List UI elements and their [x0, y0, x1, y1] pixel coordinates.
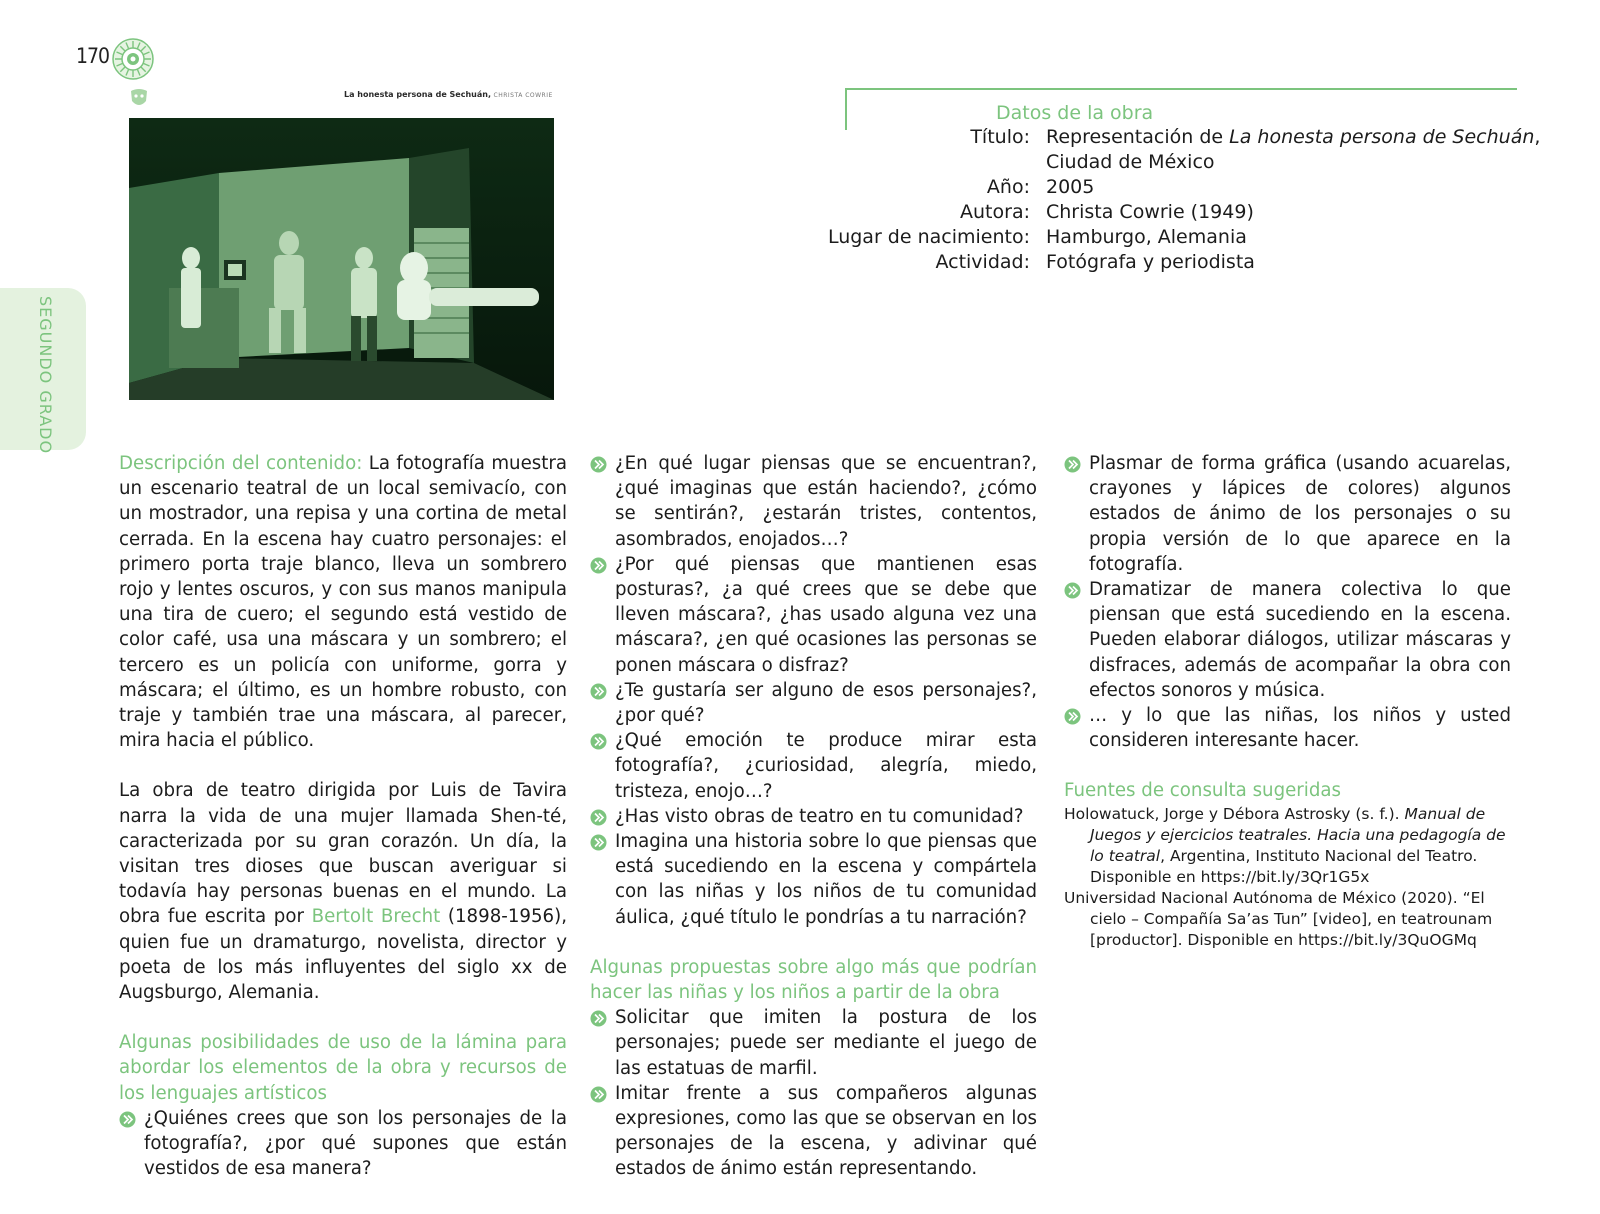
description-text: La fotografía muestra un escenario teatral de un local semivacío, con un mostrador, una repisa y una cortina de metal cerrada. En la escena hay cuatro personajes: el primero porta traje blanco, lleva un sombrero rojo y lentes oscuros, y con sus manos manipula una tira de cuero; el segundo está vestido de color café, usa una máscara y un sombrero; el tercero es un policía con uniforme, gorra y máscara; el último, es un hombre robusto, con traje y también trae una máscara, al parecer, mira hacia el público. [119, 453, 567, 752]
column-1 [119, 451, 567, 1181]
arrow-bullet-icon [1064, 455, 1081, 472]
side-tab-label: SEGUNDO GRADO [36, 296, 55, 455]
datos-frame [845, 88, 1517, 130]
datos-value-line2: Ciudad de México [1046, 151, 1215, 173]
list-item: Solicitar que imiten la postura de los personajes; puede ser mediante el juego de las estatuas de marfil. [590, 1005, 1037, 1081]
list-item: ¿En qué lugar piensas que se encuentran?, ¿qué imaginas que están haciendo?, ¿cómo se sentirán?, ¿estarán tristes, contentos, asombrados, enojados…? [590, 451, 1037, 552]
list-item: Dramatizar de manera colectiva lo que piensan que está sucediendo en la escena. Pueden elaborar diálogos, utilizar máscaras y disfraces, además de acompañar la obra con efectos sonoros y música. [1064, 577, 1511, 703]
list-item: Imagina una historia sobre lo que piensas que está sucediendo en la escena y compártela con las niñas y los niños de tu comunidad áulica, ¿qué título le pondrías a tu narración? [590, 829, 1037, 930]
page-number: 170 [76, 44, 110, 68]
description-paragraph [119, 451, 567, 753]
list-item: Plasmar de forma gráfica (usando acuarelas, crayones y lápices de colores) algunos estados de ánimo de los personajes o su propia versión de lo que aparece en la fotografía. [1064, 451, 1511, 577]
datos-value: Fotógrafa y periodista [1046, 251, 1255, 273]
list-item: ¿Por qué piensas que mantienen esas posturas?, ¿a qué crees que se debe que lleven máscara?, ¿has usado alguna vez una máscara?, ¿en qué ocasiones las personas se ponen máscara o disfraz? [590, 552, 1037, 678]
list-item: ¿Te gustaría ser alguno de esos personajes?, ¿por qué? [590, 678, 1037, 728]
play-text-b: (1898-1956), quien fue un dramaturgo, novelista, director y poeta de los más influyentes del siglo xx de Augsburgo, Alemania. [119, 906, 567, 1004]
mask-logo-icon [128, 87, 150, 109]
datos-value: 2005 [1046, 176, 1095, 198]
arrow-bullet-icon [590, 833, 607, 850]
datos-value: Hamburgo, Alemania [1046, 226, 1247, 248]
datos-label: Lugar de nacimiento: [827, 226, 1030, 248]
list-item: Imitar frente a sus compañeros algunas expresiones, como las que se observan en los personajes de la escena, y adivinar qué estados de ánimo están representando. [590, 1081, 1037, 1182]
play-paragraph [119, 778, 567, 1005]
reference-item: Universidad Nacional Autónoma de México (2020). “El cielo – Compañía Sa’as Tun” [video], en teatrounam [productor]. Disponible en https://bit.ly/3QuOGMq [1064, 888, 1493, 949]
datos-label: Año: [986, 176, 1030, 198]
list-item: ¿Qué emoción te produce mirar esta fotografía?, ¿curiosidad, alegría, miedo, tristeza, enojo…? [590, 728, 1037, 804]
arrow-bullet-icon [590, 455, 607, 472]
datos-value: Christa Cowrie (1949) [1046, 201, 1254, 223]
references [1064, 804, 1511, 951]
posibilidades-list [119, 1106, 567, 1182]
rosette-logo-icon [112, 38, 154, 80]
propuestas-list [590, 1005, 1037, 1181]
posibilidades-heading: Algunas posibilidades de uso de la lámina para abordar los elementos de la obra y recursos de los lenguajes artísticos [119, 1032, 567, 1104]
list-item: … y lo que las niñas, los niños y usted consideren interesante hacer. [1064, 703, 1511, 753]
arrow-bullet-icon [590, 1085, 607, 1102]
datos-heading: Datos de la obra [996, 102, 1154, 124]
propuestas-heading: Algunas propuestas sobre algo más que podrían hacer las niñas y los niños a partir de la obra [590, 956, 1037, 1004]
datos-label: Título: [970, 126, 1030, 148]
list-item: ¿Quiénes crees que son los personajes de la fotografía?, ¿por qué supones que están vestidos de esa manera? [119, 1106, 567, 1182]
arrow-bullet-icon [590, 1009, 607, 1026]
datos-label: Actividad: [935, 251, 1030, 273]
author-link: Bertolt Brecht [311, 906, 441, 928]
arrow-bullet-icon [590, 682, 607, 699]
list-item: ¿Has visto obras de teatro en tu comunidad? [590, 804, 1037, 829]
questions-list [590, 451, 1037, 930]
arrow-bullet-icon [119, 1110, 136, 1127]
datos-label: Autora: [960, 201, 1030, 223]
photo-caption-credit: CHRISTA COWRIE [493, 92, 553, 99]
datos-value: Representación de La honesta persona de Sechuán, [1046, 126, 1541, 148]
arrow-bullet-icon [1064, 581, 1081, 598]
play-text-a: La obra de teatro dirigida por Luis de Tavira narra la vida de una mujer llamada Shen-té, caracterizada por su gran corazón. Un día, la visitan tres dioses que buscan averiguar si todavía hay personas buenas en el mundo. La obra fue escrita por [119, 780, 567, 928]
column-2 [590, 451, 1037, 1182]
arrow-bullet-icon [590, 732, 607, 749]
theatre-scene-photo [129, 118, 554, 400]
photo-caption-title: La honesta persona de Sechuán, [344, 90, 491, 99]
photo-caption [344, 90, 553, 99]
arrow-bullet-icon [590, 808, 607, 825]
description-heading: Descripción del contenido: [119, 453, 363, 474]
column-3 [1064, 451, 1511, 951]
activities-list [1064, 451, 1511, 753]
fuentes-heading: Fuentes de consulta sugeridas [1064, 780, 1342, 802]
reference-item: Holowatuck, Jorge y Débora Astrosky (s. f.). Manual de Juegos y ejercicios teatrales. Hacia una pedagogía de lo teatral, Argentina, Instituto Nacional del Teatro. Disponible en https://bit.ly/3Qr1G5x [1064, 804, 1506, 886]
arrow-bullet-icon [590, 556, 607, 573]
arrow-bullet-icon [1064, 707, 1081, 724]
